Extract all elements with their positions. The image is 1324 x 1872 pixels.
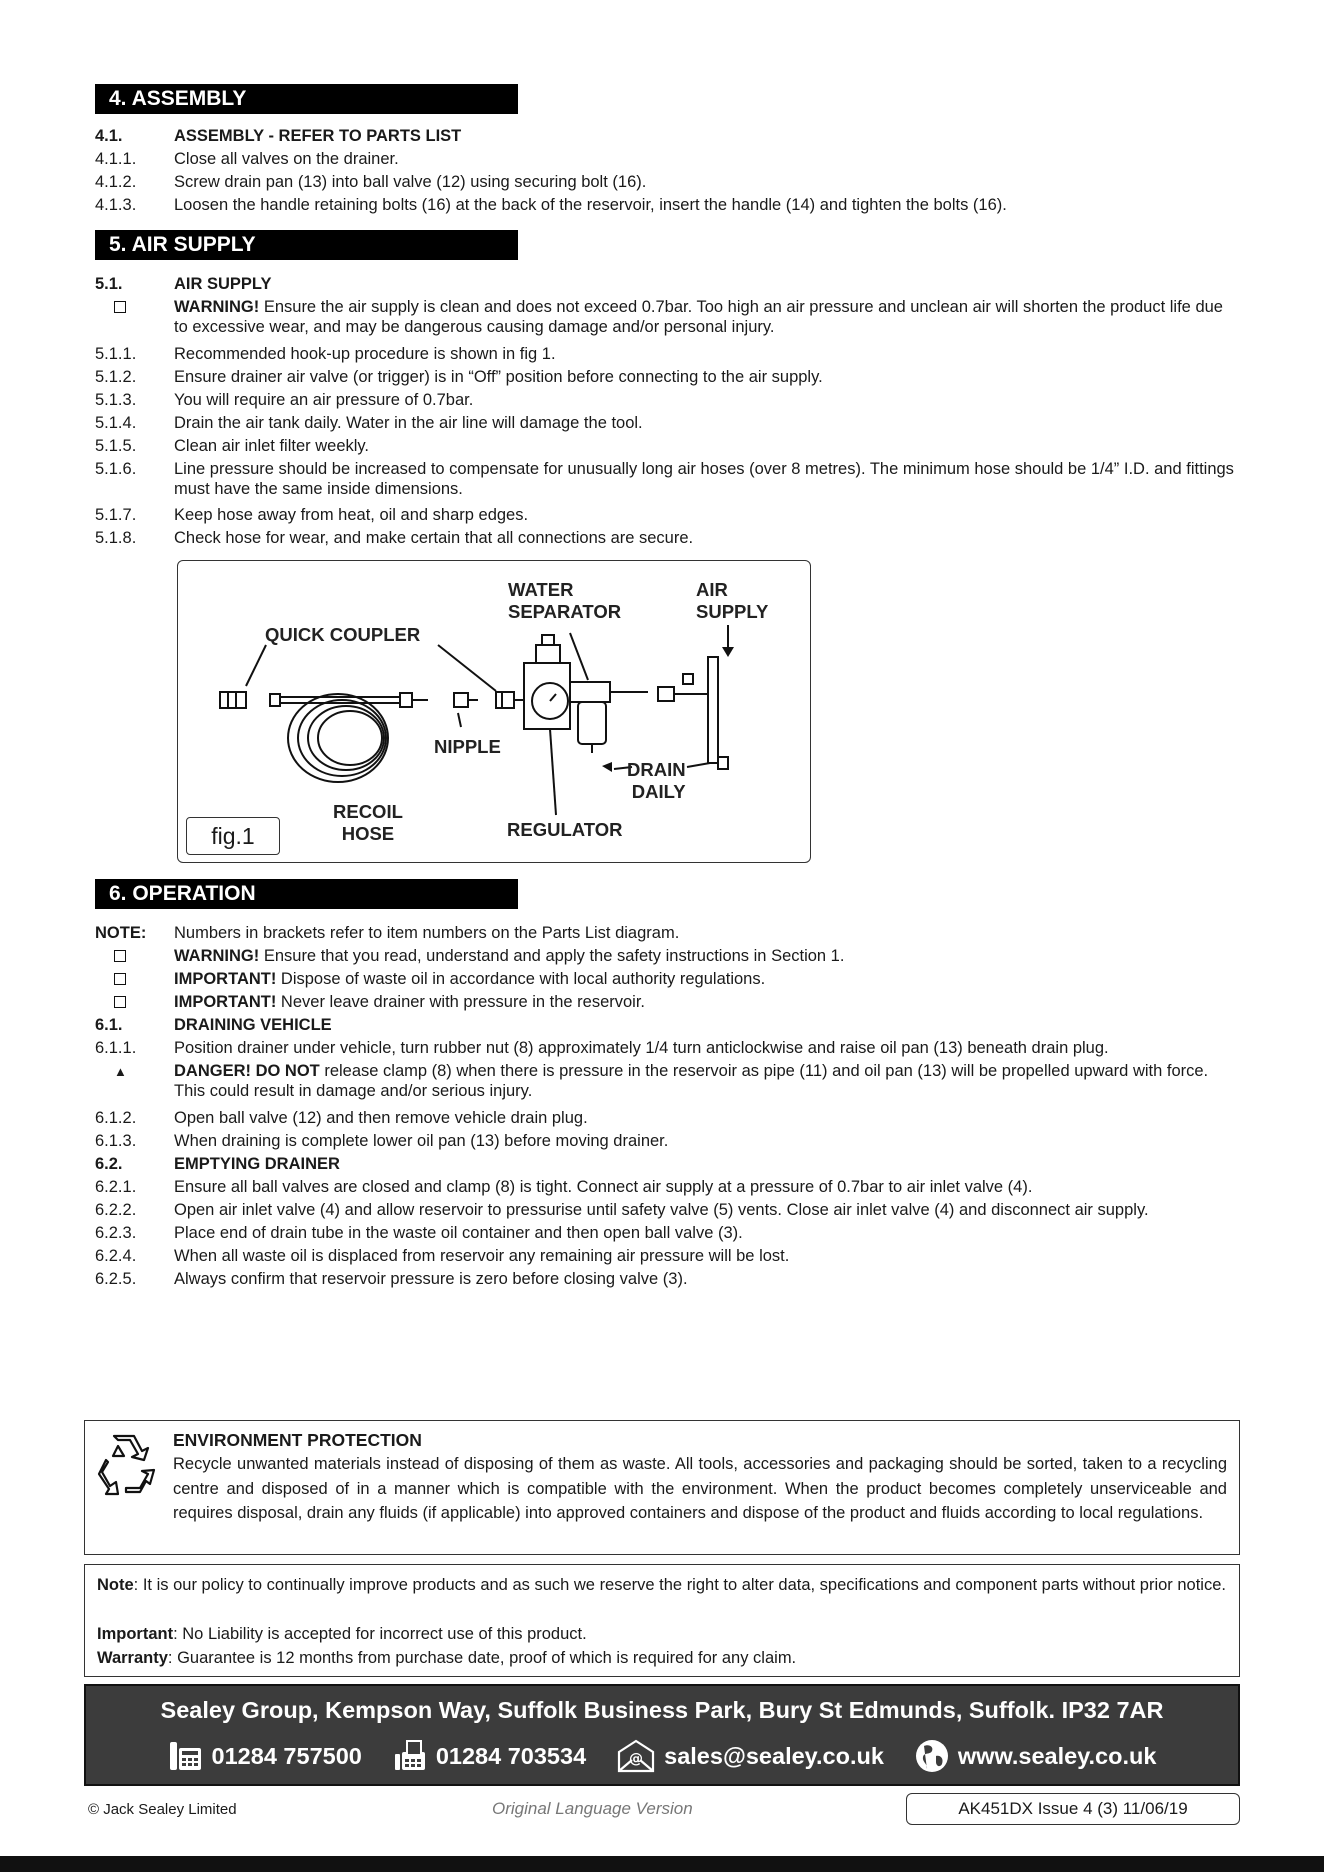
item-5-1-7	[95, 505, 1234, 525]
item-number: 5.1.4.	[95, 414, 137, 432]
phone-icon	[168, 1738, 204, 1774]
bullet-warning	[95, 946, 1234, 966]
item-text: Place end of drain tube in the waste oil container and then open ball valve (3).	[174, 1224, 743, 1242]
item-5-1-1	[95, 344, 1234, 364]
item-text: ASSEMBLY - REFER TO PARTS LIST	[174, 127, 462, 145]
checkbox-bullet-icon	[95, 992, 175, 1013]
item-text: Check hose for wear, and make certain that all connections are secure.	[174, 529, 694, 547]
danger-text: release clamp (8) when there is pressure in the reservoir as pipe (11) and oil pan (13) will be propelled upward with force. This could result in damage and/or serious injury.	[174, 1062, 1209, 1100]
item-number: 4.1.2.	[95, 173, 137, 191]
important-text: : No Liability is accepted for incorrect use of this product.	[173, 1625, 587, 1643]
item-number: 6.2.	[95, 1155, 123, 1173]
item-number: 5.1.7.	[95, 506, 137, 524]
copyright-text: © Jack Sealey Limited	[88, 1801, 237, 1818]
item-4-1-3	[95, 195, 1234, 215]
item-text: Always confirm that reservoir pressure is zero before closing valve (3).	[174, 1270, 688, 1288]
bullet-text: Ensure that you read, understand and apply the safety instructions in Section 1.	[259, 947, 845, 965]
svg-text:@: @	[629, 1751, 644, 1767]
item-number: 6.1.2.	[95, 1109, 137, 1127]
item-6-2-4	[95, 1246, 1234, 1266]
website-link[interactable]: www.sealey.co.uk	[957, 1742, 1157, 1769]
item-number: 6.2.5.	[95, 1270, 137, 1288]
important-label: Important	[97, 1625, 174, 1643]
item-text: DRAINING VEHICLE	[174, 1016, 332, 1034]
important-paragraph	[97, 1622, 1227, 1647]
document-reference: AK451DX Issue 4 (3) 11/06/19	[906, 1793, 1240, 1825]
item-number: 5.1.3.	[95, 391, 137, 409]
item-text: AIR SUPPLY	[174, 275, 272, 293]
item-number: 5.1.1.	[95, 345, 137, 363]
bullet-text: Never leave drainer with pressure in the reservoir.	[276, 993, 646, 1011]
item-text: Ensure all ball valves are closed and clamp (8) is tight. Connect air supply at a pressure of 0.7bar to air inlet valve (4).	[174, 1178, 1033, 1196]
item-number: 6.1.1.	[95, 1039, 137, 1057]
email-icon	[616, 1738, 656, 1774]
air-supply-label: AIR SUPPLY	[696, 579, 769, 622]
item-6-1	[95, 1015, 1234, 1035]
danger-bullet	[95, 1061, 1234, 1101]
bullet-label: WARNING!	[174, 947, 260, 965]
note-label: Note	[97, 1576, 134, 1594]
danger-label: DANGER! DO NOT	[174, 1062, 320, 1080]
warning-bullet	[95, 297, 1234, 337]
checkbox-bullet-icon	[95, 297, 175, 318]
environment-protection-box	[84, 1420, 1240, 1555]
company-address: Sealey Group, Kempson Way, Suffolk Business Park, Bury St Edmunds, Suffolk. IP32 7AR	[160, 1697, 1164, 1723]
item-4-1	[95, 126, 1234, 146]
item-text: EMPTYING DRAINER	[174, 1155, 340, 1173]
item-number: 5.1.6.	[95, 460, 137, 478]
globe-icon	[914, 1738, 950, 1774]
item-number: 4.1.3.	[95, 196, 137, 214]
bullet-important	[95, 992, 1234, 1012]
item-text: Open air inlet valve (4) and allow reservoir to pressurise until safety valve (5) vents. Close air inlet valve (4) and disconnect air supply.	[174, 1201, 1149, 1219]
recycle-icon	[96, 1432, 156, 1498]
environment-title: ENVIRONMENT PROTECTION	[173, 1430, 422, 1450]
item-text: When draining is complete lower oil pan (13) before moving drainer.	[174, 1132, 669, 1150]
item-text: Close all valves on the drainer.	[174, 150, 399, 168]
item-number: 5.1.2.	[95, 368, 137, 386]
item-6-2-1	[95, 1177, 1234, 1197]
nipple-label: NIPPLE	[434, 736, 501, 757]
item-4-1-2	[95, 172, 1234, 192]
item-6-2-3	[95, 1223, 1234, 1243]
bullet-important	[95, 969, 1234, 989]
item-5-1-6	[95, 459, 1234, 499]
bullet-label: IMPORTANT!	[174, 993, 277, 1011]
quick-coupler-label: QUICK COUPLER	[265, 624, 421, 645]
fax-icon	[392, 1738, 428, 1774]
item-number: 6.1.3.	[95, 1132, 137, 1150]
item-number: 6.2.4.	[95, 1247, 137, 1265]
checkbox-bullet-icon	[95, 946, 175, 967]
note-text: : It is our policy to continually improve products and as such we reserve the right to alter data, specifications and component parts without prior notice.	[133, 1576, 1226, 1594]
item-text: Loosen the handle retaining bolts (16) at the back of the reservoir, insert the handle (14) and tighten the bolts (16).	[174, 196, 1007, 214]
item-6-1-3	[95, 1131, 1234, 1151]
bullet-label: IMPORTANT!	[174, 970, 277, 988]
section-4-heading: 4. ASSEMBLY	[95, 84, 518, 114]
item-number: 6.2.2.	[95, 1201, 137, 1219]
note-label: NOTE:	[95, 924, 147, 942]
item-number: 5.1.8.	[95, 529, 137, 547]
warranty-paragraph	[97, 1646, 1227, 1671]
item-5-1-2	[95, 367, 1234, 387]
item-text: Recommended hook-up procedure is shown in fig 1.	[174, 345, 556, 363]
warning-triangle-icon: ▲	[114, 1064, 127, 1079]
water-separator-label: WATER SEPARATOR	[508, 579, 622, 622]
warranty-label: Warranty	[97, 1649, 168, 1667]
item-text: Ensure drainer air valve (or trigger) is in “Off” position before connecting to the air supply.	[174, 368, 823, 386]
item-text: Line pressure should be increased to compensate for unusually long air hoses (over 8 metres). The minimum hose should be 1/4” I.D. and fittings must have the same inside dimensions.	[174, 460, 1234, 498]
fax-number[interactable]: 01284 703534	[435, 1742, 587, 1769]
item-6-2-5	[95, 1269, 1234, 1289]
item-text: Clean air inlet filter weekly.	[174, 437, 370, 455]
warning-text: Ensure the air supply is clean and does not exceed 0.7bar. Too high an air pressure and unclean air will shorten the product life due to excessive wear, and may be dangerous causing damage and/or personal injury.	[174, 298, 1223, 336]
item-text: When all waste oil is displaced from reservoir any remaining air pressure will be lost.	[174, 1247, 790, 1265]
item-text: Screw drain pan (13) into ball valve (12) using securing bolt (16).	[174, 173, 647, 191]
policy-notes-box	[84, 1564, 1240, 1677]
hookup-diagram	[177, 560, 811, 863]
item-5-1-8	[95, 528, 1234, 548]
note-line	[95, 923, 1234, 943]
item-number: 4.1.1.	[95, 150, 137, 168]
item-5-1-3	[95, 390, 1234, 410]
section-5-heading: 5. AIR SUPPLY	[95, 230, 518, 260]
contact-bar	[84, 1684, 1240, 1786]
warranty-text: : Guarantee is 12 months from purchase date, proof of which is required for any claim.	[167, 1649, 797, 1667]
warning-label: WARNING!	[174, 298, 260, 316]
item-number: 5.1.	[95, 275, 123, 293]
language-version-text: Original Language Version	[492, 1799, 693, 1818]
item-6-1-2	[95, 1108, 1234, 1128]
item-4-1-1	[95, 149, 1234, 169]
phone-number[interactable]: 01284 757500	[211, 1742, 362, 1769]
recoil-hose-label: RECOIL HOSE	[333, 801, 403, 844]
item-text: Position drainer under vehicle, turn rubber nut (8) approximately 1/4 turn anticlockwise and raise oil pan (13) beneath drain plug.	[174, 1039, 1109, 1057]
item-5-1	[95, 274, 1234, 294]
item-6-2	[95, 1154, 1234, 1174]
item-text: Open ball valve (12) and then remove vehicle drain plug.	[174, 1109, 588, 1127]
figure-caption: fig.1	[186, 817, 280, 855]
item-number: 6.2.3.	[95, 1224, 137, 1242]
bullet-text: Dispose of waste oil in accordance with local authority regulations.	[276, 970, 766, 988]
checkbox-bullet-icon	[95, 969, 175, 990]
email-link[interactable]: sales@sealey.co.uk	[664, 1742, 884, 1769]
note-paragraph	[97, 1573, 1227, 1598]
environment-text: Recycle unwanted materials instead of disposing of them as waste. All tools, accessories and packaging should be sorted, taken to a recycling centre and disposed of in a manner which is compatible with the environment. When the product becomes completely unserviceable and requires disposal, drain any fluids (if applicable) into approved containers and dispose of the product and fluids according to local regulations.	[173, 1455, 1227, 1522]
item-text: Drain the air tank daily. Water in the air line will damage the tool.	[174, 414, 643, 432]
item-text: You will require an air pressure of 0.7bar.	[174, 391, 474, 409]
item-number: 5.1.5.	[95, 437, 137, 455]
item-text: Keep hose away from heat, oil and sharp edges.	[174, 506, 529, 524]
item-6-2-2	[95, 1200, 1234, 1220]
item-number: 6.1.	[95, 1016, 123, 1034]
section-6-heading: 6. OPERATION	[95, 879, 518, 909]
page-bottom-border	[0, 1856, 1324, 1872]
item-5-1-5	[95, 436, 1234, 456]
item-number: 6.2.1.	[95, 1178, 137, 1196]
note-text: Numbers in brackets refer to item numbers on the Parts List diagram.	[174, 924, 680, 942]
item-5-1-4	[95, 413, 1234, 433]
regulator-label: REGULATOR	[507, 819, 623, 840]
item-6-1-1	[95, 1038, 1234, 1058]
drain-daily-label: DRAIN DAILY	[627, 759, 686, 802]
item-number: 4.1.	[95, 127, 123, 145]
